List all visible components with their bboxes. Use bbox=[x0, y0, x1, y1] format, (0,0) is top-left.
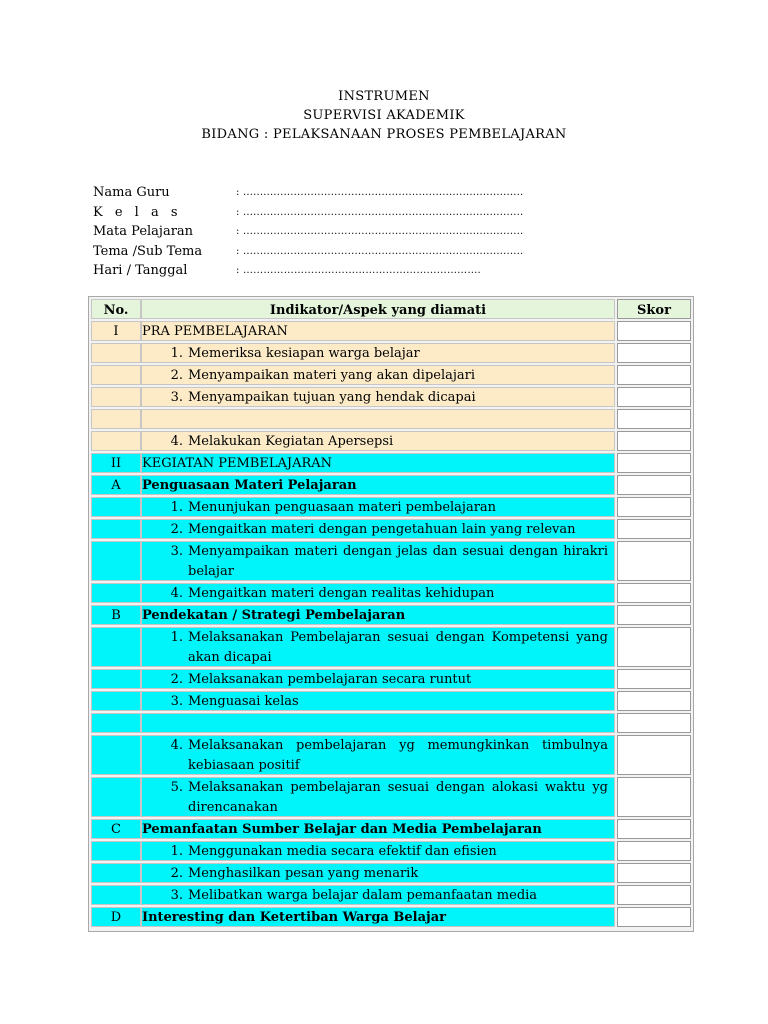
indicator-cell: 2. Mengaitkan materi dengan pengetahuan lain yang relevan bbox=[141, 519, 615, 539]
no-cell bbox=[91, 541, 141, 581]
table-row-empty bbox=[89, 712, 693, 734]
no-cell bbox=[91, 409, 141, 429]
score-cell[interactable] bbox=[617, 387, 691, 407]
table-row bbox=[89, 626, 693, 668]
identity-fill-line[interactable]: : ................................................................................... bbox=[236, 226, 524, 237]
score-cell[interactable] bbox=[617, 863, 691, 883]
section-row-pra bbox=[89, 320, 693, 342]
score-cell[interactable] bbox=[617, 453, 691, 473]
table-row bbox=[89, 668, 693, 690]
no-cell bbox=[91, 497, 141, 517]
header-no: No. bbox=[91, 299, 141, 319]
score-cell[interactable] bbox=[617, 605, 691, 625]
indicator-cell: 5. Melaksanakan pembelajaran sesuai dengan alokasi waktu yg direncanakan bbox=[141, 777, 615, 817]
score-cell[interactable] bbox=[617, 627, 691, 667]
subsection-title: Interesting dan Ketertiban Warga Belajar bbox=[141, 907, 615, 927]
table-header-row bbox=[89, 298, 693, 320]
table-row bbox=[89, 582, 693, 604]
table-row-empty bbox=[89, 408, 693, 430]
section-row-kegiatan bbox=[89, 452, 693, 474]
section-title: PRA PEMBELAJARAN bbox=[141, 321, 615, 341]
score-cell[interactable] bbox=[617, 365, 691, 385]
indicator-cell: 4. Mengaitkan materi dengan realitas kehidupan bbox=[141, 583, 615, 603]
no-cell bbox=[91, 431, 141, 451]
table-row bbox=[89, 518, 693, 540]
subsection-letter: B bbox=[91, 605, 141, 625]
supervision-table bbox=[88, 296, 694, 932]
table-row bbox=[89, 430, 693, 452]
identity-label: K e l a s bbox=[93, 204, 182, 220]
indicator-cell: 2. Menyampaikan materi yang akan dipelajari bbox=[141, 365, 615, 385]
indicator-cell bbox=[141, 713, 615, 733]
subsection-row-d bbox=[89, 906, 693, 928]
subsection-title: Pendekatan / Strategi Pembelajaran bbox=[141, 605, 615, 625]
subsection-title: Penguasaan Materi Pelajaran bbox=[141, 475, 615, 495]
indicator-cell: 3. Menguasai kelas bbox=[141, 691, 615, 711]
doc-field-title: BIDANG : PELAKSANAAN PROSES PEMBELAJARAN bbox=[201, 127, 567, 142]
header-skor: Skor bbox=[617, 299, 691, 319]
section-number: I bbox=[91, 321, 141, 341]
doc-subtitle: SUPERVISI AKADEMIK bbox=[303, 108, 465, 123]
no-cell bbox=[91, 777, 141, 817]
no-cell bbox=[91, 343, 141, 363]
indicator-cell: 3. Menyampaikan tujuan yang hendak dicapai bbox=[141, 387, 615, 407]
indicator-cell: 1. Memeriksa kesiapan warga belajar bbox=[141, 343, 615, 363]
table-row bbox=[89, 862, 693, 884]
score-cell[interactable] bbox=[617, 691, 691, 711]
subsection-letter: A bbox=[91, 475, 141, 495]
no-cell bbox=[91, 691, 141, 711]
indicator-cell: 4. Melakukan Kegiatan Apersepsi bbox=[141, 431, 615, 451]
score-cell[interactable] bbox=[617, 713, 691, 733]
table-row bbox=[89, 884, 693, 906]
table-row bbox=[89, 364, 693, 386]
section-title: KEGIATAN PEMBELAJARAN bbox=[141, 453, 615, 473]
no-cell bbox=[91, 885, 141, 905]
indicator-cell: 1. Melaksanakan Pembelajaran sesuai dengan Kompetensi yang akan dicapai bbox=[141, 627, 615, 667]
indicator-cell: 4. Melaksanakan pembelajaran yg memungkinkan timbulnya kebiasaan positif bbox=[141, 735, 615, 775]
identity-fill-line[interactable]: : ……………………………………………………………. bbox=[236, 265, 481, 276]
score-cell[interactable] bbox=[617, 409, 691, 429]
identity-label: Nama Guru bbox=[93, 185, 170, 200]
identity-fill-line[interactable]: : ................................................................................... bbox=[236, 206, 524, 218]
indicator-cell: 2. Menghasilkan pesan yang menarik bbox=[141, 863, 615, 883]
no-cell bbox=[91, 519, 141, 539]
subsection-letter: D bbox=[91, 907, 141, 927]
no-cell bbox=[91, 627, 141, 667]
score-cell[interactable] bbox=[617, 777, 691, 817]
no-cell bbox=[91, 713, 141, 733]
header-indikator: Indikator/Aspek yang diamati bbox=[141, 299, 615, 319]
score-cell[interactable] bbox=[617, 583, 691, 603]
table-row bbox=[89, 734, 693, 776]
identity-label: Mata Pelajaran bbox=[93, 224, 194, 239]
table-row bbox=[89, 496, 693, 518]
subsection-letter: C bbox=[91, 819, 141, 839]
subsection-row-a bbox=[89, 474, 693, 496]
subsection-title: Pemanfaatan Sumber Belajar dan Media Pembelajaran bbox=[141, 819, 615, 839]
table-row bbox=[89, 386, 693, 408]
indicator-cell: 3. Menyampaikan materi dengan jelas dan sesuai dengan hirakri belajar bbox=[141, 541, 615, 581]
indicator-cell: 1. Menggunakan media secara efektif dan efisien bbox=[141, 841, 615, 861]
doc-title: INSTRUMEN bbox=[338, 89, 430, 104]
score-cell[interactable] bbox=[617, 321, 691, 341]
table-row bbox=[89, 342, 693, 364]
score-cell[interactable] bbox=[617, 343, 691, 363]
score-cell[interactable] bbox=[617, 541, 691, 581]
subsection-row-c bbox=[89, 818, 693, 840]
no-cell bbox=[91, 387, 141, 407]
score-cell[interactable] bbox=[617, 885, 691, 905]
table-row bbox=[89, 540, 693, 582]
indicator-cell: 2. Melaksanakan pembelajaran secara runtut bbox=[141, 669, 615, 689]
table-row bbox=[89, 776, 693, 818]
no-cell bbox=[91, 735, 141, 775]
score-cell[interactable] bbox=[617, 519, 691, 539]
table-row bbox=[89, 840, 693, 862]
no-cell bbox=[91, 669, 141, 689]
no-cell bbox=[91, 863, 141, 883]
score-cell[interactable] bbox=[617, 735, 691, 775]
no-cell bbox=[91, 583, 141, 603]
score-cell[interactable] bbox=[617, 819, 691, 839]
score-cell[interactable] bbox=[617, 497, 691, 517]
indicator-cell: 1. Menunjukan penguasaan materi pembelajaran bbox=[141, 497, 615, 517]
score-cell[interactable] bbox=[617, 907, 691, 927]
identity-fill-line[interactable]: : ................................................................................... bbox=[236, 187, 524, 198]
identity-label: Hari / Tanggal bbox=[93, 263, 188, 278]
table-row bbox=[89, 690, 693, 712]
no-cell bbox=[91, 365, 141, 385]
score-cell[interactable] bbox=[617, 841, 691, 861]
subsection-row-b bbox=[89, 604, 693, 626]
identity-fill-line[interactable]: : ................................................................................... bbox=[236, 245, 524, 257]
indicator-cell: 3. Melibatkan warga belajar dalam pemanfaatan media bbox=[141, 885, 615, 905]
score-cell[interactable] bbox=[617, 475, 691, 495]
score-cell[interactable] bbox=[617, 669, 691, 689]
section-number: II bbox=[91, 453, 141, 473]
identity-label: Tema /Sub Tema bbox=[93, 243, 203, 259]
score-cell[interactable] bbox=[617, 431, 691, 451]
no-cell bbox=[91, 841, 141, 861]
indicator-cell bbox=[141, 409, 615, 429]
